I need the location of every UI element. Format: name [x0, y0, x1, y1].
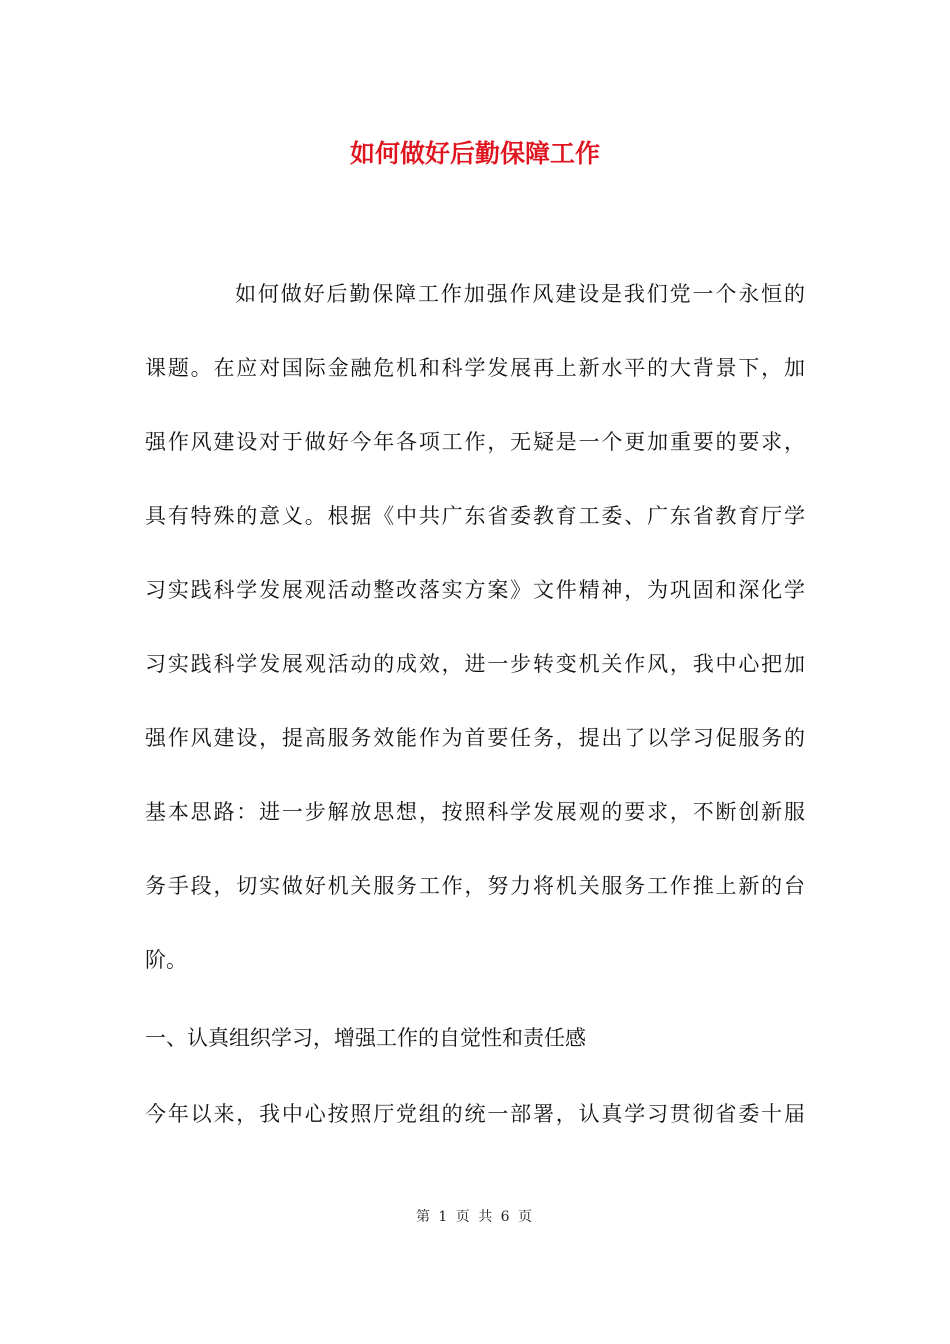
paragraph-line: 今年以来，我中心按照厅党组的统一部署，认真学习贯彻省委十届 [145, 1102, 805, 1126]
paragraph-line: 如何做好后勤保障工作加强作风建设是我们党一个永恒的 [235, 282, 805, 306]
paragraph-line: 强作风建设，提高服务效能作为首要任务，提出了以学习促服务的 [145, 726, 805, 750]
section-heading: 一、认真组织学习，增强工作的自觉性和责任感 [145, 1026, 586, 1050]
paragraph-line: 具有特殊的意义。根据《中共广东省委教育工委、广东省教育厅学 [145, 504, 805, 528]
paragraph-line: 务手段，切实做好机关服务工作，努力将机关服务工作推上新的台 [145, 874, 805, 898]
page-number-footer: 第 1 页 共 6 页 [415, 1209, 535, 1225]
paragraph-line: 课题。在应对国际金融危机和科学发展再上新水平的大背景下，加 [145, 356, 805, 380]
paragraph-line: 习实践科学发展观活动的成效，进一步转变机关作风，我中心把加 [145, 652, 805, 676]
paragraph-line: 强作风建设对于做好今年各项工作，无疑是一个更加重要的要求， [145, 430, 805, 454]
document-title: 如何做好后勤保障工作 [349, 139, 600, 168]
paragraph-line: 阶。 [145, 948, 187, 972]
paragraph-line: 习实践科学发展观活动整改落实方案》文件精神，为巩固和深化学 [145, 578, 805, 602]
paragraph-line: 基本思路：进一步解放思想，按照科学发展观的要求，不断创新服 [145, 800, 805, 824]
